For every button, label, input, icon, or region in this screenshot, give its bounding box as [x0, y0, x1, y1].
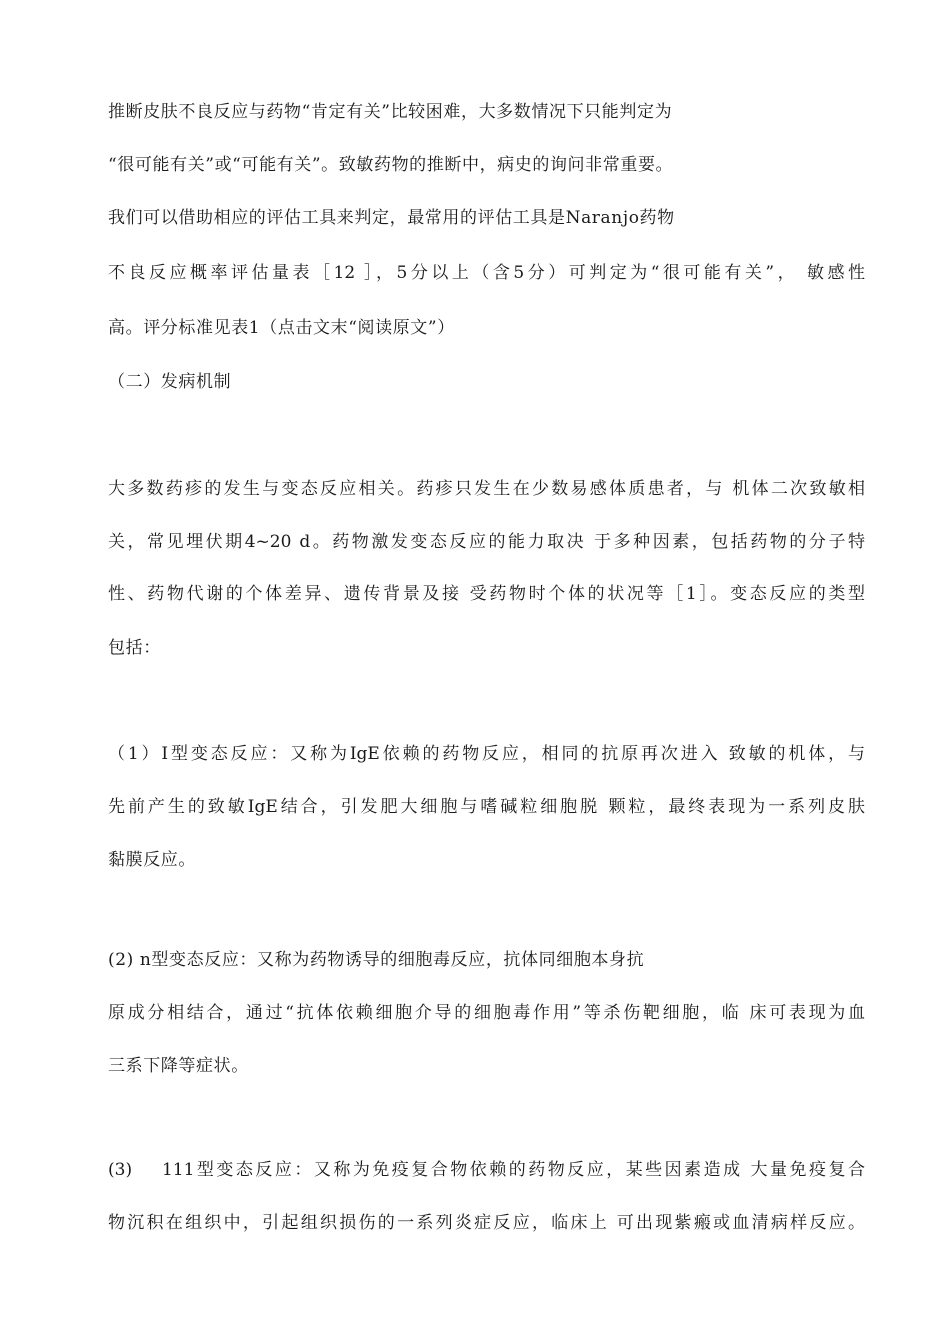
- paragraph-line: 性、药物代谢的个体差异、遗传背景及接 受药物时个体的状况等［1］。变态反应的类型: [108, 584, 865, 604]
- paragraph-line: 我们可以借助相应的评估工具来判定，最常用的评估工具是Naranjo药物: [108, 208, 675, 228]
- paragraph-line: “很可能有关”或“可能有关”。致敏药物的推断中，病史的询问非常重要。: [108, 155, 674, 175]
- paragraph-line: (2) n型变态反应：又称为药物诱导的细胞毒反应，抗体同细胞本身抗: [108, 950, 645, 970]
- paragraph-line: 先前产生的致敏IgE结合，引发肥大细胞与嗜碱粒细胞脱 颗粒，最终表现为一系列皮肤: [108, 797, 865, 817]
- paragraph-line: 黏膜反应。: [108, 850, 196, 870]
- paragraph-line: 包括：: [108, 638, 161, 658]
- paragraph-line: 推断皮肤不良反应与药物“肯定有关”比较困难，大多数情况下只能判定为: [108, 102, 673, 122]
- paragraph-line: (3) 111型变态反应：又称为免疫复合物依赖的药物反应，某些因素造成 大量免疫复合: [108, 1160, 865, 1180]
- paragraph-line: 关，常见埋伏期4~20 d。药物激发变态反应的能力取决 于多种因素，包括药物的分子特: [108, 532, 865, 552]
- paragraph-line: 原成分相结合，通过“抗体依赖细胞介导的细胞毒作用”等杀伤靶细胞，临 床可表现为血: [108, 1003, 865, 1023]
- section-heading: （二）发病机制: [108, 372, 232, 392]
- paragraph-line: 不良反应概率评估量表［12 ］，5分以上（含5分）可判定为“很可能有关”， 敏感性: [108, 263, 865, 283]
- paragraph-line: 物沉积在组织中，引起组织损伤的一系列炎症反应，临床上 可出现紫瘢或血清病样反应。: [108, 1213, 865, 1233]
- paragraph-line: （1）I型变态反应：又称为IgE依赖的药物反应，相同的抗原再次进入 致敏的机体，与: [108, 744, 865, 764]
- paragraph-line: 三系下降等症状。: [108, 1056, 249, 1076]
- paragraph-line: 大多数药疹的发生与变态反应相关。药疹只发生在少数易感体质患者，与 机体二次致敏相: [108, 479, 865, 499]
- paragraph-line: 高。评分标准见表1（点击文末“阅读原文”）: [108, 318, 455, 338]
